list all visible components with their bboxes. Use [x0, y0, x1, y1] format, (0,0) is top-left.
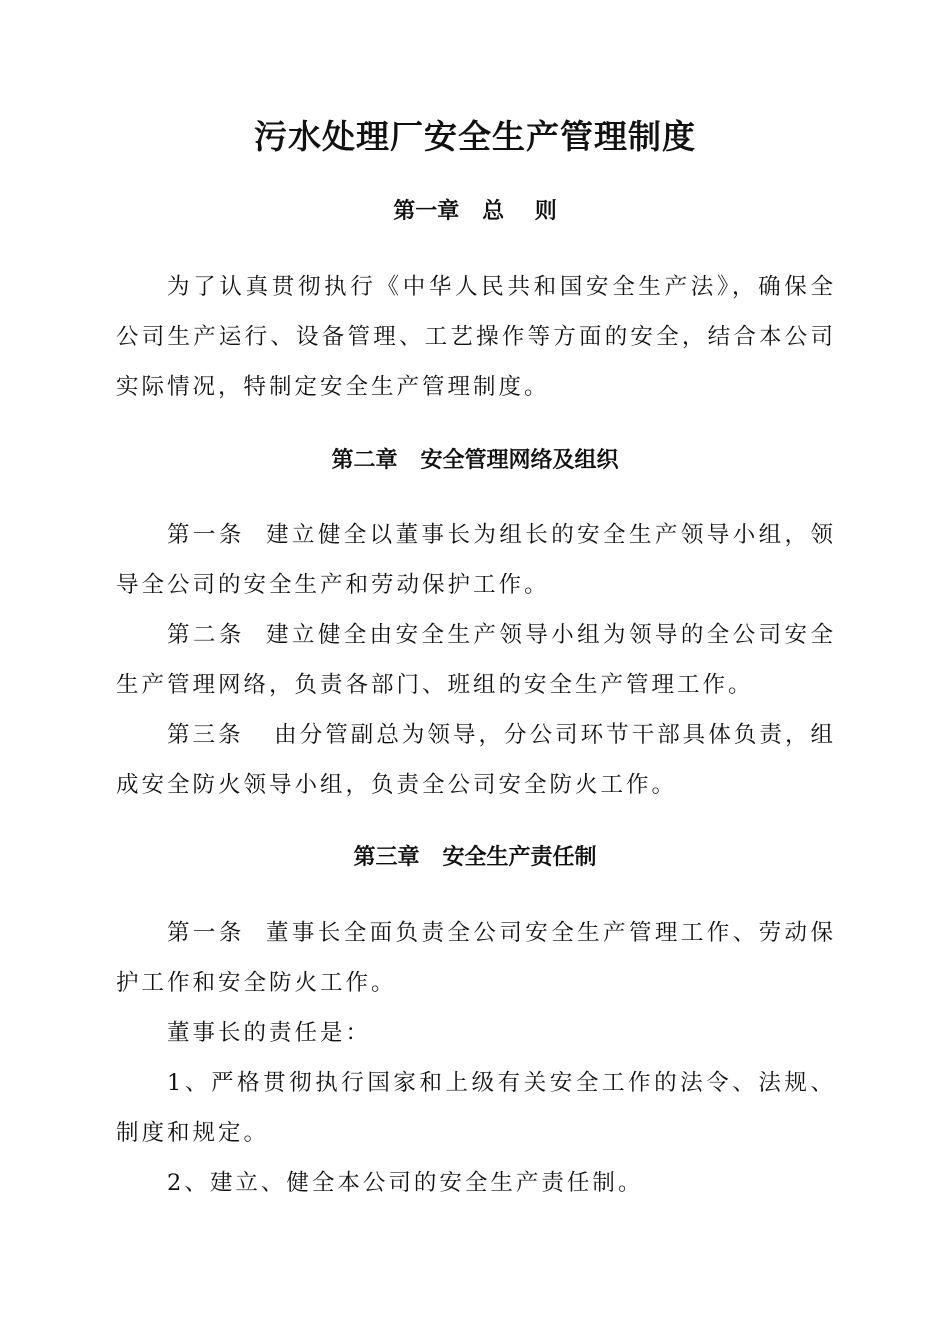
chapter-1-heading: 第一章 总 则 [393, 199, 557, 224]
chapter-3-chairman-duties-heading: 董事长的责任是： [167, 1020, 372, 1046]
chapter-3-heading: 第三章 安全生产责任制 [353, 845, 597, 870]
chapter-1-paragraph-1: 为了认真贯彻执行《中华人民共和国安全生产法》，确保全公司生产运行、设备管理、工艺操作等方面的安全，结合本公司实际情况，特制定安全生产管理制度。 [116, 274, 836, 400]
chapter-2-article-2: 第二条 建立健全由安全生产领导小组为领导的全公司安全生产管理网络，负责各部门、班组的安全生产管理工作。 [116, 622, 836, 698]
chapter-3-duty-1: 1、严格贯彻执行国家和上级有关安全工作的法令、法规、制度和规定。 [116, 1070, 836, 1146]
document-title: 污水处理厂安全生产管理制度 [254, 117, 696, 156]
chapter-2-article-3: 第三条 由分管副总为领导，分公司环节干部具体负责，组成安全防火领导小组，负责全公司安全防火工作。 [116, 722, 836, 798]
chapter-3-article-1: 第一条 董事长全面负责全公司安全生产管理工作、劳动保护工作和安全防火工作。 [116, 920, 836, 996]
chapter-2-article-1: 第一条 建立健全以董事长为组长的安全生产领导小组，领导全公司的安全生产和劳动保护工作。 [116, 522, 836, 598]
chapter-3-duty-2: 2、建立、健全本公司的安全生产责任制。 [167, 1170, 644, 1196]
chapter-2-heading: 第二章 安全管理网络及组织 [331, 448, 619, 473]
